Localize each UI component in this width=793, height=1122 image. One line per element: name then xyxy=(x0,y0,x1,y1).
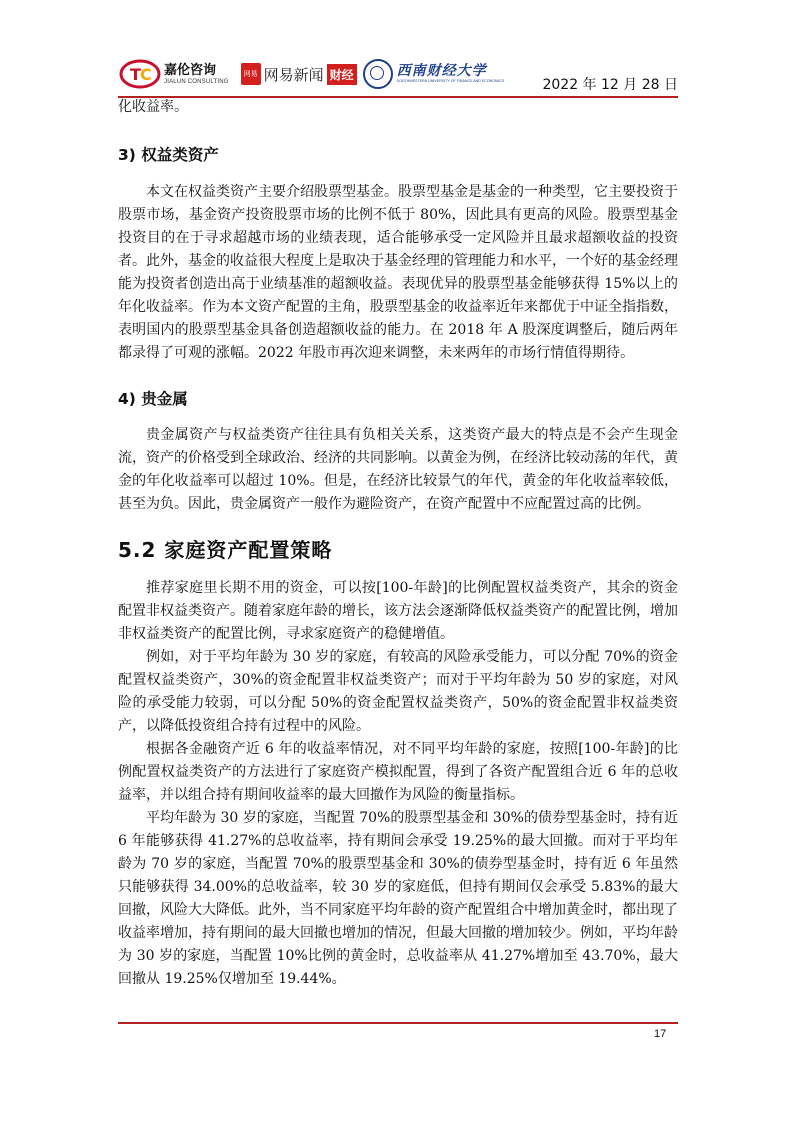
swufe-name-en: SOUTHWESTERN UNIVERSITY OF FINANCE AND ECONOMICS xyxy=(396,79,505,84)
continued-text: 化收益率。 xyxy=(118,99,188,115)
jialun-name-cn: 嘉伦咨询 xyxy=(164,62,217,78)
paragraph-strategy-1: 推荐家庭里长期不用的资金，可以按[100-年龄]的比例配置权益类资产，其余的资金配置非权益类资产。随着家庭年龄的增长，该方法会逐渐降低权益类资产的配置比例，增加非权益类资产的配置比例，寻求家庭资产的稳健增值。 xyxy=(118,580,678,642)
page-body xyxy=(118,96,678,991)
header-logos xyxy=(118,52,504,96)
paragraph-strategy-4: 平均年龄为 30 岁的家庭，当配置 70%的股票型基金和 30%的债券型基金时，持有近 6 年能够获得 41.27%的总收益率，持有期间会承受 19.25%的最大回撤。而对于平均年龄为 70 岁的家庭，当配置 70%的股票型基金和 30%的债券型基金时，持有近 6 年虽然只能够获得 34.00%的总收益率，较 30 岁的家庭低，但持有期间仅会承受 5.83%的最大回撤，风险大大降低。此外，当不同家庭平均年龄的资产配置组合中增加黄金时，都出现了收益率增加，持有期间的最大回撤也增加的情况，但最大回撤的增加较少。例如，平均年龄为 30 岁的家庭，当配置 10%比例的黄金时，总收益率从 41.27%增加至 43.70%，最大回撤从 19.25%仅增加至 19.44%。 xyxy=(118,810,678,987)
jialun-emblem-icon xyxy=(118,57,162,91)
footer-divider xyxy=(118,1022,678,1024)
netease-logo xyxy=(241,63,357,85)
jialun-logo xyxy=(118,57,229,91)
section-heading-precious-metals: 4) 贵金属 xyxy=(118,390,188,408)
page-header xyxy=(118,52,678,100)
svg-text:C: C xyxy=(140,65,152,84)
swufe-seal-icon xyxy=(363,59,393,89)
netease-badge-icon: 网易 xyxy=(241,63,261,85)
netease-name: 网易新闻 xyxy=(263,65,324,84)
paragraph-strategy-3: 根据各金融资产近 6 年的收益率情况，对不同平均年龄的家庭，按照[100-年龄]的比例配置权益类资产的方法进行了家庭资产模拟配置，得到了各资产配置组合近 6 年的总收益率，并以组合持有期间收益率的最大回撤作为风险的衡量指标。 xyxy=(118,741,678,803)
section-heading-equity: 3) 权益类资产 xyxy=(118,146,219,164)
netease-finance-tag: 财经 xyxy=(327,64,357,85)
svg-text:T: T xyxy=(130,65,141,84)
paragraph-strategy-2: 例如，对于平均年龄为 30 岁的家庭，有较高的风险承受能力，可以分配 70%的资金配置权益类资产，30%的资金配置非权益类资产；而对于平均年龄为 50 岁的家庭，对风险的承受能力较弱，可以分配 50%的资金配置权益类资产，50%的资金配置非权益类资产，以降低投资组合持有过程中的风险。 xyxy=(118,649,678,734)
report-date: 2022 年 12 月 28 日 xyxy=(542,77,678,93)
page-number: 17 xyxy=(654,1028,667,1040)
paragraph-equity: 本文在权益类资产主要介绍股票型基金。股票型基金是基金的一种类型，它主要投资于股票市场，基金资产投资股票市场的比例不低于 80%，因此具有更高的风险。股票型基金投资目的在于寻求超越市场的业绩表现，适合能够承受一定风险并且最求超额收益的投资者。此外，基金的收益很大程度上是取决于基金经理的管理能力和水平，一个好的基金经理能为投资者创造出高于业绩基准的超额收益。表现优异的股票型基金能够获得 15%以上的年化收益率。作为本文资产配置的主角，股票型基金的收益率近年来都优于中证全指指数，表明国内的股票型基金具备创造超额收益的能力。在 2018 年 A 股深度调整后，随后两年都录得了可观的涨幅。2022 年股市再次迎来调整，未来两年的市场行情值得期待。 xyxy=(118,184,678,361)
paragraph-precious-metals: 贵金属资产与权益类资产往往具有负相关关系，这类资产最大的特点是不会产生现金流，资产的价格受到全球政治、经济的共同影响。以黄金为例，在经济比较动荡的年代，黄金的年化收益率可以超过 10%。但是，在经济比较景气的年代，黄金的年化收益率较低，甚至为负。因此，贵金属资产一般作为避险资产，在资产配置中不应配置过高的比例。 xyxy=(118,427,678,512)
swufe-logo xyxy=(363,59,504,89)
section-heading-household-strategy: 5.2 家庭资产配置策略 xyxy=(118,538,333,562)
swufe-name-cn: 西南财经大学 xyxy=(396,63,487,80)
jialun-name-en: JIALUN CONSULTING xyxy=(164,78,229,85)
